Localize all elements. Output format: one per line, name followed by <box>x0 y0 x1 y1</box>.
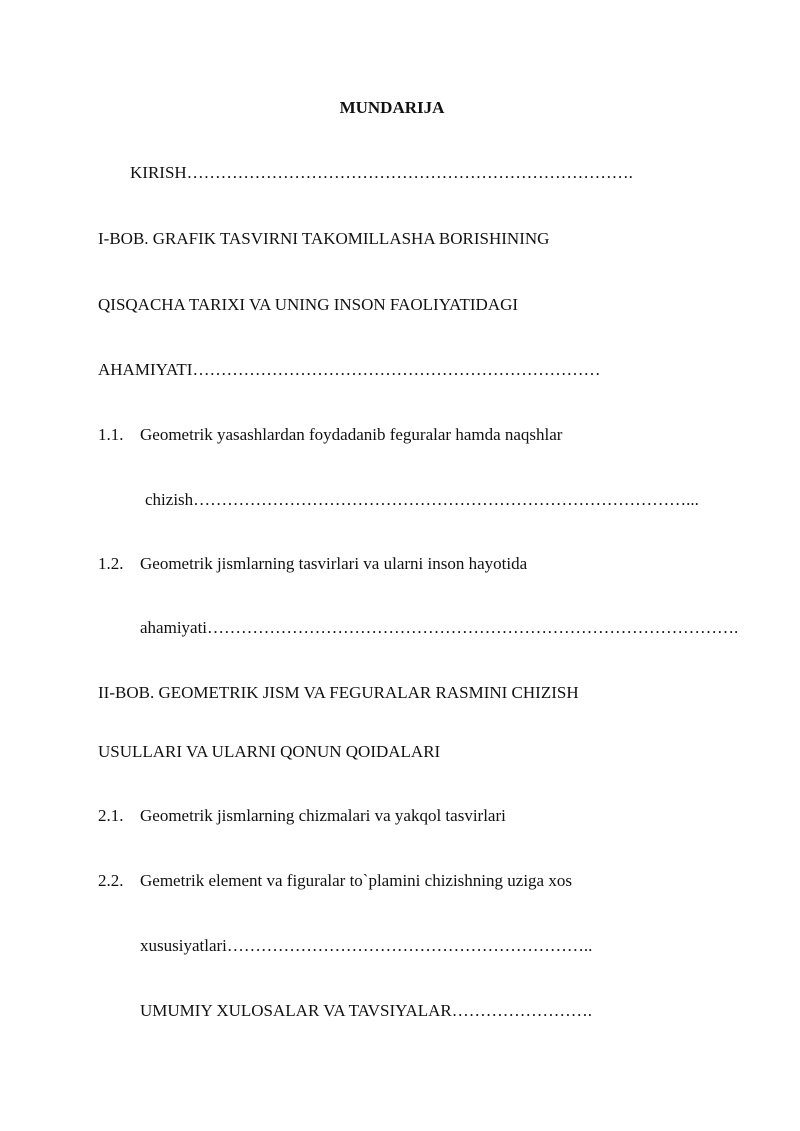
toc-entry-2-2-line-1: Gemetrik element va figuralar to`plamini chizishning uziga xos <box>140 871 572 890</box>
toc-entry-1-1-number: 1.1. <box>98 425 124 444</box>
toc-entry-chapter-1-line-2: QISQACHA TARIXI VA UNING INSON FAOLIYATIDAGI <box>98 295 519 314</box>
toc-entry-2-1-number: 2.1. <box>98 806 124 825</box>
toc-entry-1-1-line-1: Geometrik yasashlardan foydadanib feguralar hamda naqshlar <box>140 425 563 444</box>
toc-entry-kirish: KIRISH……………………………………………………………………. <box>130 163 633 182</box>
toc-entry-chapter-2-line-1: II-BOB. GEOMETRIK JISM VA FEGURALAR RASMINI CHIZISH <box>98 683 579 702</box>
document-title: MUNDARIJA <box>339 98 445 117</box>
toc-entry-1-2-line-1: Geometrik jismlarning tasvirlari va ularni inson hayotida <box>140 554 528 573</box>
toc-entry-chapter-1-line-1: I-BOB. GRAFIK TASVIRNI TAKOMILLASHA BORISHINING <box>98 229 550 248</box>
toc-entry-1-2-number: 1.2. <box>98 554 124 573</box>
toc-entry-2-2-number: 2.2. <box>98 871 124 890</box>
toc-entry-chapter-2-line-2: USULLARI VA ULARNI QONUN QOIDALARI <box>98 742 441 761</box>
toc-entry-1-2-line-2: ahamiyati…………………………………………………………………………………. <box>140 618 739 637</box>
toc-entry-2-2-line-2: xususiyatlari……………………………………………………….. <box>140 936 593 955</box>
toc-entry-conclusion: UMUMIY XULOSALAR VA TAVSIYALAR……………………. <box>140 1001 593 1020</box>
toc-entry-2-1-line-1: Geometrik jismlarning chizmalari va yakqol tasvirlari <box>140 806 506 825</box>
toc-entry-chapter-1-line-3: AHAMIYATI……………………………………………………………… <box>98 360 601 379</box>
toc-entry-1-1-line-2: chizish……………………………………………………………………………... <box>145 490 699 509</box>
